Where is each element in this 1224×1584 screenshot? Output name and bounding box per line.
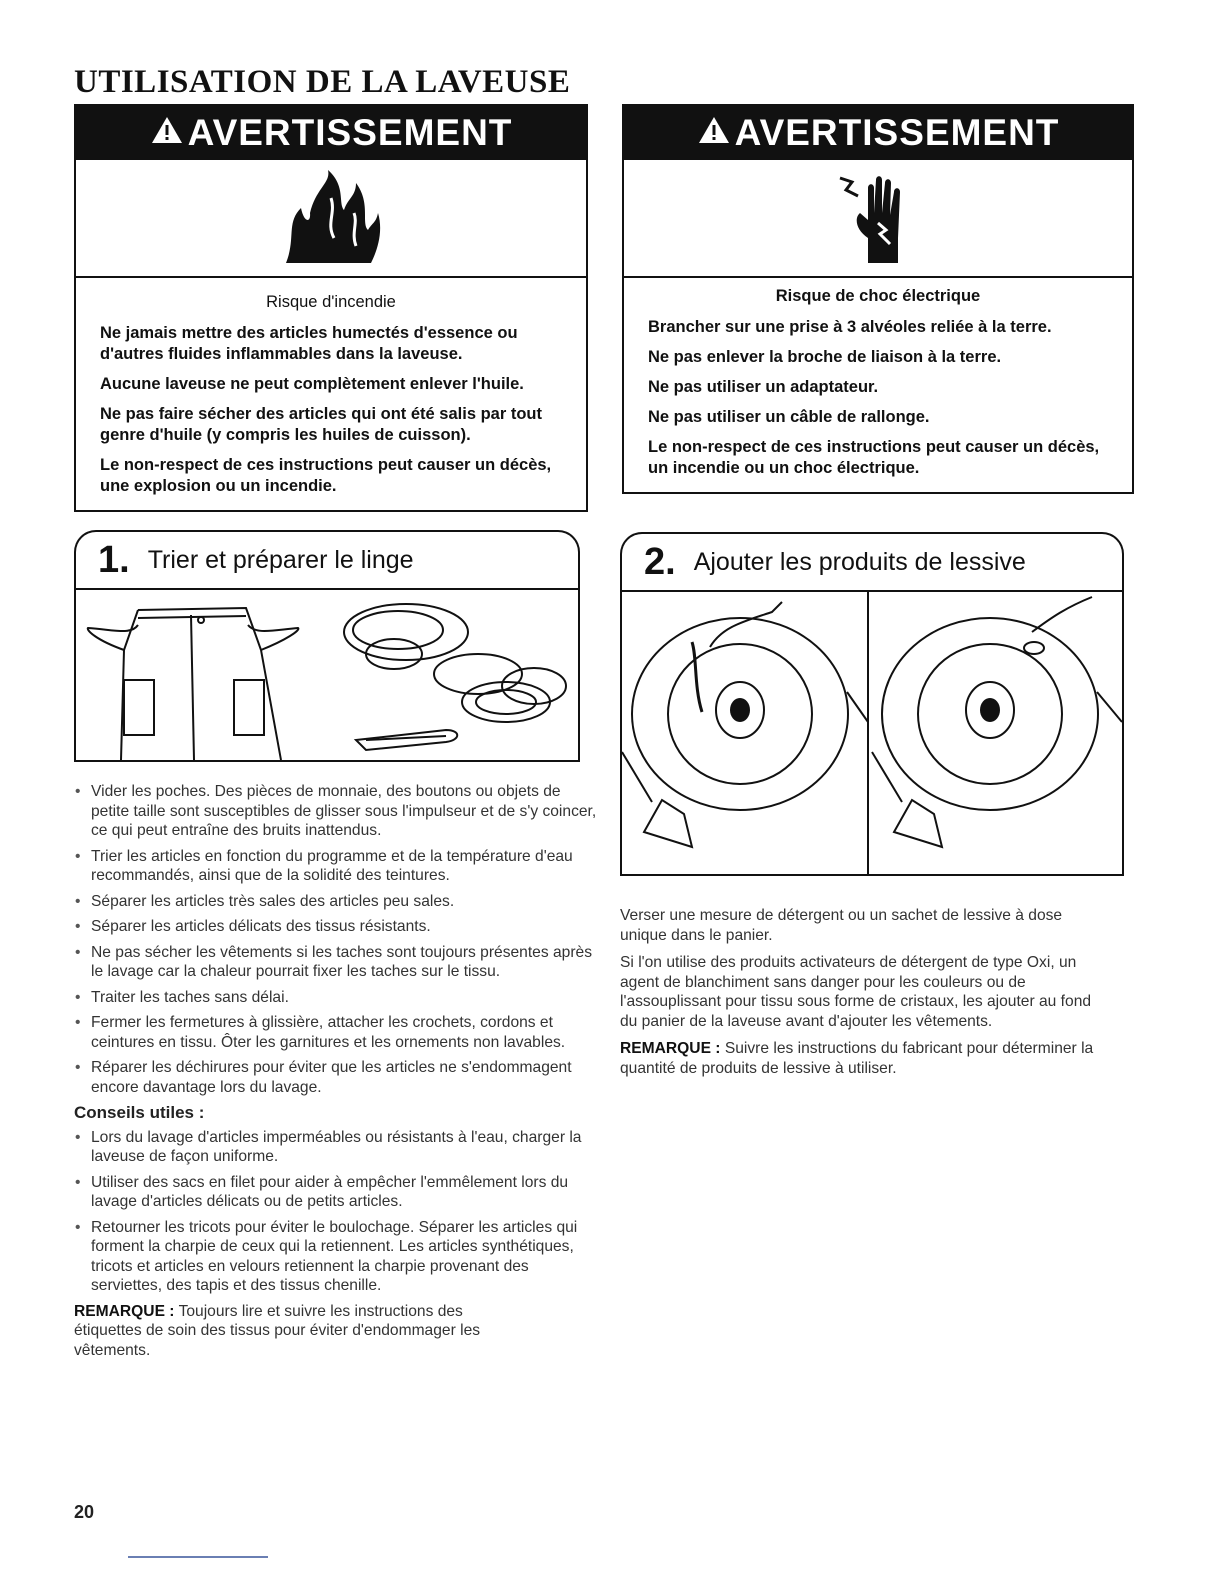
list-item: • Retourner les tricots pour éviter le boulochage. Séparer les articles qui forment la charpie de ceux qui la retiennent. Les articles synthétiques, tricots et articles en velours retiennent la charpie provenant des serviettes, des tapis et des tissus chenille. xyxy=(74,1218,584,1296)
warning-line: Le non-respect de ces instructions peut causer un décès, une explosion ou un incendie. xyxy=(100,456,552,495)
fire-icon xyxy=(76,160,586,278)
page-number: 20 xyxy=(74,1502,95,1522)
step2-text xyxy=(620,906,1094,1086)
warning-line: Ne jamais mettre des articles humectés d'essence ou d'autres fluides inflammables dans la laveuse. xyxy=(100,324,518,363)
tips-list xyxy=(74,1128,584,1296)
shock-warning-box xyxy=(622,104,1134,494)
fire-warning-box xyxy=(74,104,588,512)
step2-note xyxy=(620,1039,1094,1078)
warning-line: Aucune laveuse ne peut complètement enlever l'huile. xyxy=(100,375,524,393)
step1-number: 1. xyxy=(98,538,130,581)
note-label: REMARQUE : xyxy=(620,1040,721,1057)
list-item: • Lors du lavage d'articles imperméables ou résistants à l'eau, charger la laveuse de façon uniforme. xyxy=(74,1128,584,1167)
step1-title: Trier et préparer le linge xyxy=(147,545,414,574)
pants-coins-buttons-pins-illustration xyxy=(76,590,578,760)
list-item: • Ne pas sécher les vêtements si les taches sont toujours présentes après le lavage car la chaleur pourrait fixer les taches sur le tissu. xyxy=(74,943,598,982)
electric-shock-hand-icon xyxy=(624,160,1132,278)
warning-line: Ne pas utiliser un câble de rallonge. xyxy=(648,408,930,426)
step2-paragraph: Si l'on utilise des produits activateurs de détergent de type Oxi, un agent de blanchiment sans danger pour les couleurs ou de l'assouplissant pour tissu sous forme de cristaux, les ajouter au fond du panier de la laveuse avant d'ajouter les vêtements. xyxy=(620,954,1092,1030)
step2-title: Ajouter les produits de lessive xyxy=(693,547,1026,576)
warning-line: Ne pas faire sécher des articles qui ont été salis par tout genre d'huile (y compris les huiles de cuisson). xyxy=(100,405,542,444)
warning-risk: Risque d'incendie xyxy=(266,293,396,311)
warning-line: Ne pas utiliser un adaptateur. xyxy=(648,378,879,396)
list-item: • Trier les articles en fonction du programme et de la température d'eau recommandés, ainsi que de la solidité des teintures. xyxy=(74,847,598,886)
note-text: Toujours lire et suivre les instructions des étiquettes de soin des tissus pour éviter d'endommager les vêtements. xyxy=(74,1302,481,1359)
step1-illustration xyxy=(74,588,580,762)
step2-paragraph: Verser une mesure de détergent ou un sachet de lessive à dose unique dans le panier. xyxy=(620,907,1063,944)
footer-divider xyxy=(128,1556,268,1558)
step1-note xyxy=(74,1302,524,1361)
step1-bullet-list xyxy=(74,782,598,1097)
page-title: UTILISATION DE LA LAVEUSE xyxy=(74,64,571,100)
warning-triangle-icon xyxy=(697,112,731,154)
list-item: • Vider les poches. Des pièces de monnaie, des boutons ou objets de petite taille sont susceptibles de glisser sous l'impulseur et de s'y coincer, ce qui peut entraîne des bruits inattendus. xyxy=(74,782,598,841)
list-item: • Fermer les fermetures à glissière, attacher les crochets, cordons et ceintures en tissu. Ôter les garnitures et les ornements non lavables. xyxy=(74,1013,598,1052)
warning-heading: AVERTISSEMENT xyxy=(734,112,1060,153)
step1-header xyxy=(74,530,580,588)
warning-line: Le non-respect de ces instructions peut causer un décès, un incendie ou un choc électrique. xyxy=(648,438,1100,477)
note-text: Suivre les instructions du fabricant pour déterminer la quantité de produits de lessive à utiliser. xyxy=(620,1040,1094,1077)
step2-number: 2. xyxy=(644,540,676,583)
step1-text xyxy=(74,782,598,1368)
tips-heading: Conseils utiles : xyxy=(74,1103,205,1122)
note-label: REMARQUE : xyxy=(74,1302,175,1320)
list-item: • Traiter les taches sans délai. xyxy=(74,988,598,1008)
list-item: • Réparer les déchirures pour éviter que les articles ne s'endommagent encore davantage lors du lavage. xyxy=(74,1058,598,1097)
washer-drum-illustration xyxy=(622,592,1122,874)
warning-risk: Risque de choc électrique xyxy=(775,287,981,305)
warning-triangle-icon xyxy=(150,112,184,154)
step2-header xyxy=(620,532,1124,590)
warning-heading: AVERTISSEMENT xyxy=(187,112,513,153)
warning-header xyxy=(76,106,586,160)
list-item: • Utiliser des sacs en filet pour aider à empêcher l'emmêlement lors du lavage d'articles délicats ou de petits articles. xyxy=(74,1173,584,1212)
warning-line: Ne pas enlever la broche de liaison à la terre. xyxy=(648,348,1002,366)
step2-illustration xyxy=(620,590,1124,876)
warning-line: Brancher sur une prise à 3 alvéoles reliée à la terre. xyxy=(648,318,1052,336)
list-item: • Séparer les articles délicats des tissus résistants. xyxy=(74,917,598,937)
list-item: • Séparer les articles très sales des articles peu sales. xyxy=(74,892,598,912)
warning-header xyxy=(624,106,1132,160)
